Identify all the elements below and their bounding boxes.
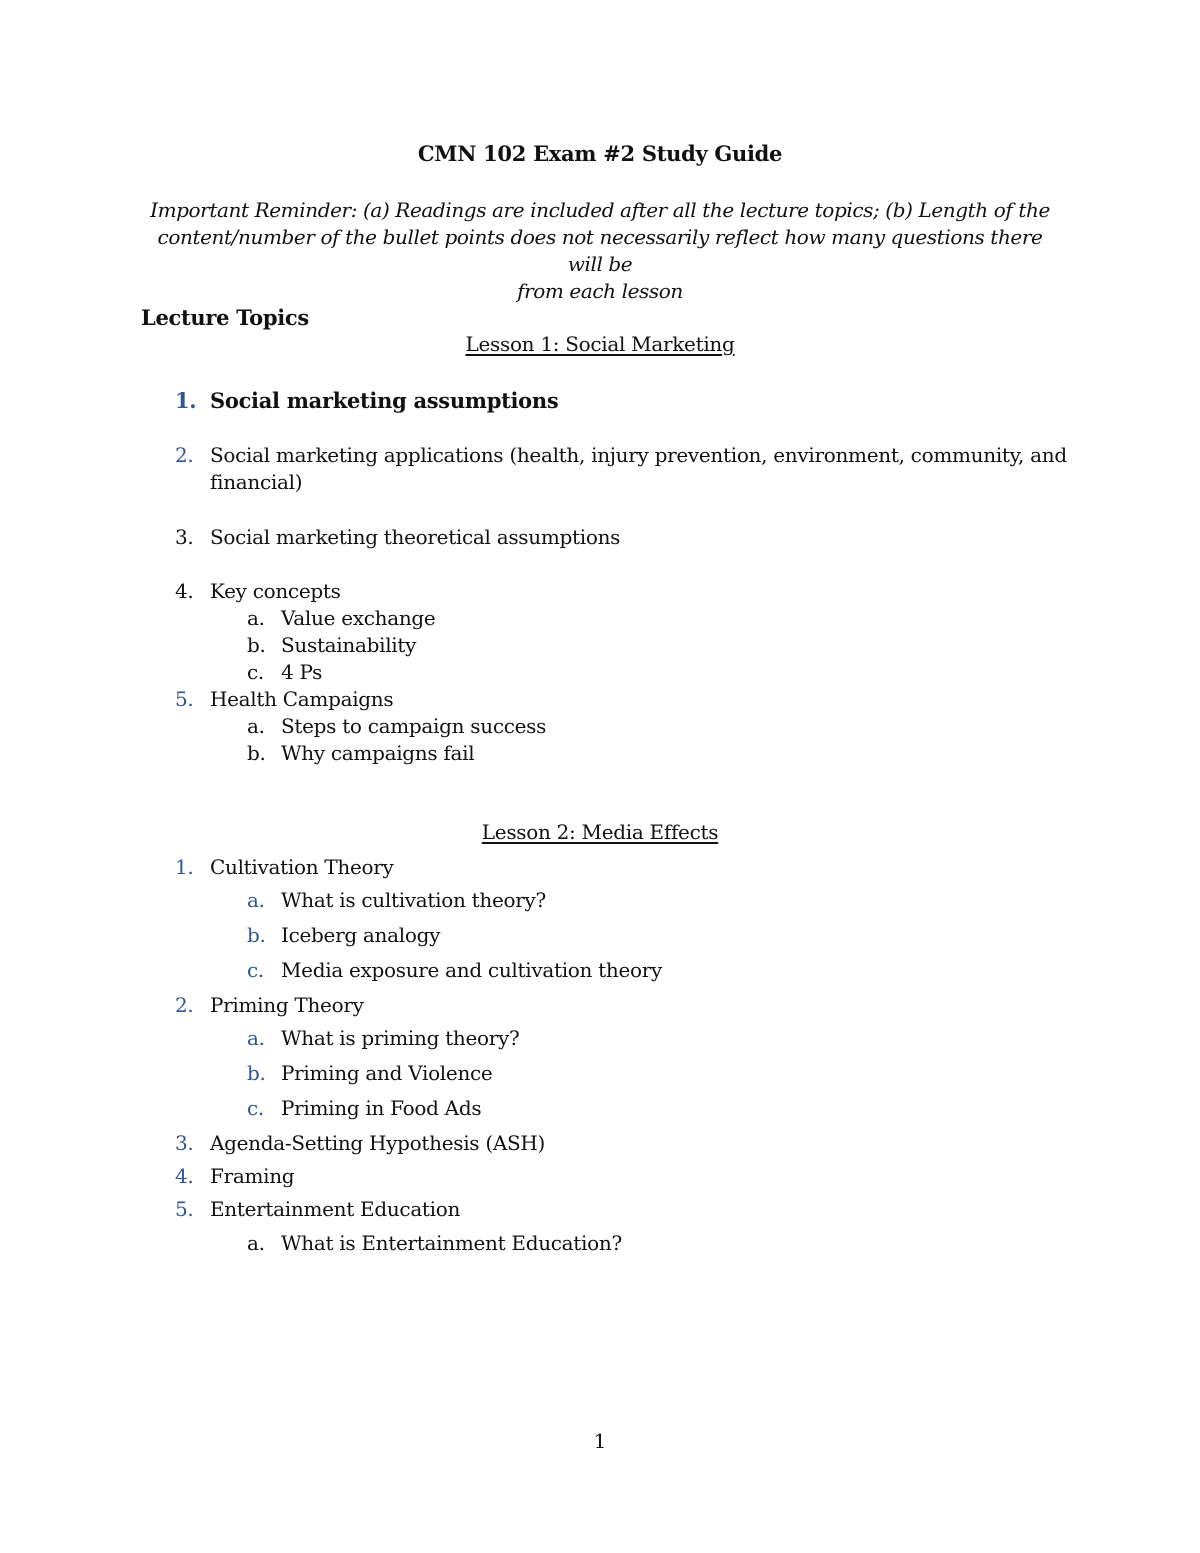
list-number: 4. bbox=[175, 579, 194, 603]
reminder-line: content/number of the bullet points does not necessarily reflect how many questions there will be bbox=[157, 225, 1043, 276]
sub-list-item-text: Sustainability bbox=[281, 633, 417, 657]
list-number: 2. bbox=[175, 993, 194, 1017]
page-number: 1 bbox=[593, 1429, 607, 1453]
list-item-text: Priming Theory bbox=[210, 993, 364, 1017]
sub-list-item-text: Priming in Food Ads bbox=[281, 1096, 482, 1120]
list-number: 3. bbox=[175, 1131, 194, 1155]
list-number: 1. bbox=[175, 388, 197, 413]
list-number: 4. bbox=[175, 1164, 194, 1188]
sub-list-item-text: Steps to campaign success bbox=[281, 714, 547, 738]
sub-list-letter: a. bbox=[247, 888, 265, 912]
sub-list-item-text: What is priming theory? bbox=[281, 1026, 520, 1050]
list-number: 2. bbox=[175, 443, 194, 467]
sub-list-letter: c. bbox=[247, 660, 264, 684]
list-item-text: Health Campaigns bbox=[210, 687, 394, 711]
lesson-1-title: Lesson 1: Social Marketing bbox=[465, 332, 735, 356]
sub-list-item-text: Media exposure and cultivation theory bbox=[281, 958, 663, 982]
list-number: 1. bbox=[175, 855, 194, 879]
sub-list-letter: b. bbox=[247, 633, 266, 657]
list-item-text: Key concepts bbox=[210, 579, 341, 603]
list-item-text: Agenda-Setting Hypothesis (ASH) bbox=[210, 1131, 546, 1155]
list-item-text: financial) bbox=[210, 470, 303, 494]
list-number: 3. bbox=[175, 525, 194, 549]
sub-list-item-text: Iceberg analogy bbox=[281, 923, 441, 947]
section-heading-lecture-topics: Lecture Topics bbox=[141, 305, 309, 330]
sub-list-item-text: What is Entertainment Education? bbox=[281, 1231, 622, 1255]
list-number: 5. bbox=[175, 687, 194, 711]
sub-list-letter: b. bbox=[247, 923, 266, 947]
sub-list-letter: a. bbox=[247, 606, 265, 630]
reminder-line: Important Reminder: (a) Readings are included after all the lecture topics; (b) Length of the bbox=[150, 198, 1050, 222]
list-item-text: Social marketing theoretical assumptions bbox=[210, 525, 621, 549]
sub-list-letter: a. bbox=[247, 714, 265, 738]
list-item-text: Social marketing assumptions bbox=[210, 388, 559, 413]
sub-list-item-text: Value exchange bbox=[281, 606, 436, 630]
list-item-text: Framing bbox=[210, 1164, 295, 1188]
sub-list-item-text: Why campaigns fail bbox=[281, 741, 475, 765]
important-reminder bbox=[140, 197, 1060, 305]
list-item-text: Social marketing applications (health, injury prevention, environment, community, and bbox=[210, 443, 1067, 467]
sub-list-letter: a. bbox=[247, 1026, 265, 1050]
list-item-text: Entertainment Education bbox=[210, 1197, 461, 1221]
sub-list-letter: b. bbox=[247, 1061, 266, 1085]
list-number: 5. bbox=[175, 1197, 194, 1221]
lesson-2-title: Lesson 2: Media Effects bbox=[481, 820, 719, 844]
sub-list-item-text: Priming and Violence bbox=[281, 1061, 493, 1085]
reminder-line: from each lesson bbox=[517, 279, 683, 303]
sub-list-letter: c. bbox=[247, 958, 264, 982]
sub-list-letter: b. bbox=[247, 741, 266, 765]
sub-list-letter: a. bbox=[247, 1231, 265, 1255]
sub-list-letter: c. bbox=[247, 1096, 264, 1120]
sub-list-item-text: What is cultivation theory? bbox=[281, 888, 546, 912]
document-title: CMN 102 Exam #2 Study Guide bbox=[417, 141, 783, 166]
list-item-text: Cultivation Theory bbox=[210, 855, 394, 879]
sub-list-item-text: 4 Ps bbox=[281, 660, 323, 684]
